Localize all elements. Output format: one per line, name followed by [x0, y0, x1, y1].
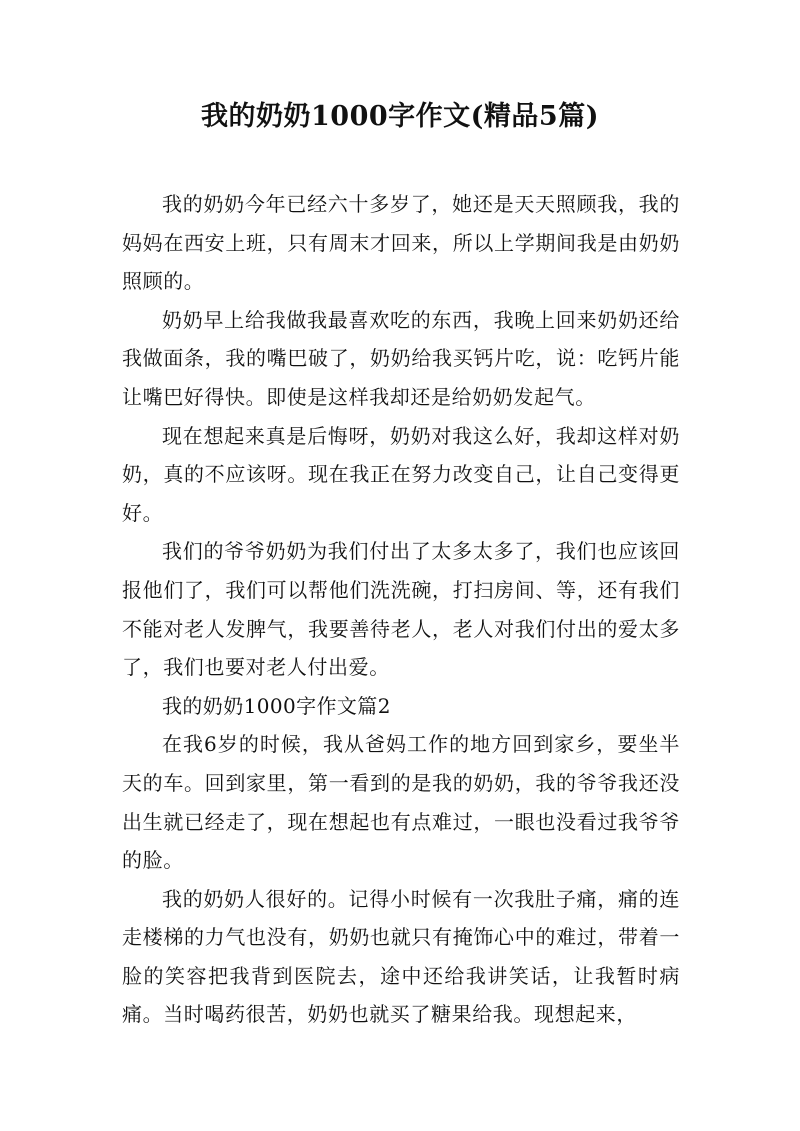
paragraph: 我的奶奶人很好的。记得小时候有一次我肚子痛，痛的连走楼梯的力气也没有，奶奶也就只有掩饰心中的难过，带着一脸的笑容把我背到医院去，途中还给我讲笑话，让我暂时病痛。当时喝药很苦，奶奶也就买了糖果给我。现想起来，: [122, 886, 680, 1027]
page-title: 我的奶奶1000字作文(精品5篇): [201, 101, 599, 132]
paragraph: 我们的爷爷奶奶为我们付出了太多太多了，我们也应该回报他们了，我们可以帮他们洗洗碗，打扫房间、等，还有我们不能对老人发脾气，我要善待老人，老人对我们付出的爱太多了，我们也要对老人付出爱。: [122, 539, 680, 680]
essay-body: [122, 185, 680, 1034]
paragraph: 奶奶早上给我做我最喜欢吃的东西，我晚上回来奶奶还给我做面条，我的嘴巴破了，奶奶给我买钙片吃，说：吃钙片能让嘴巴好得快。即使是这样我却还是给奶奶发起气。: [122, 307, 680, 409]
section-heading: 我的奶奶1000字作文篇2: [162, 693, 391, 718]
paragraph: 现在想起来真是后悔呀，奶奶对我这么好，我却这样对奶奶，真的不应该呀。现在我正在努力改变自己，让自己变得更好。: [122, 423, 680, 525]
paragraph: 在我6岁的时候，我从爸妈工作的地方回到家乡，要坐半天的车。回到家里，第一看到的是我的奶奶，我的爷爷我还没出生就已经走了，现在想起也有点难过，一眼也没看过我爷爷的脸。: [122, 732, 680, 873]
paragraph: 我的奶奶今年已经六十多岁了，她还是天天照顾我，我的妈妈在西安上班，只有周末才回来，所以上学期间我是由奶奶照顾的。: [122, 192, 680, 294]
